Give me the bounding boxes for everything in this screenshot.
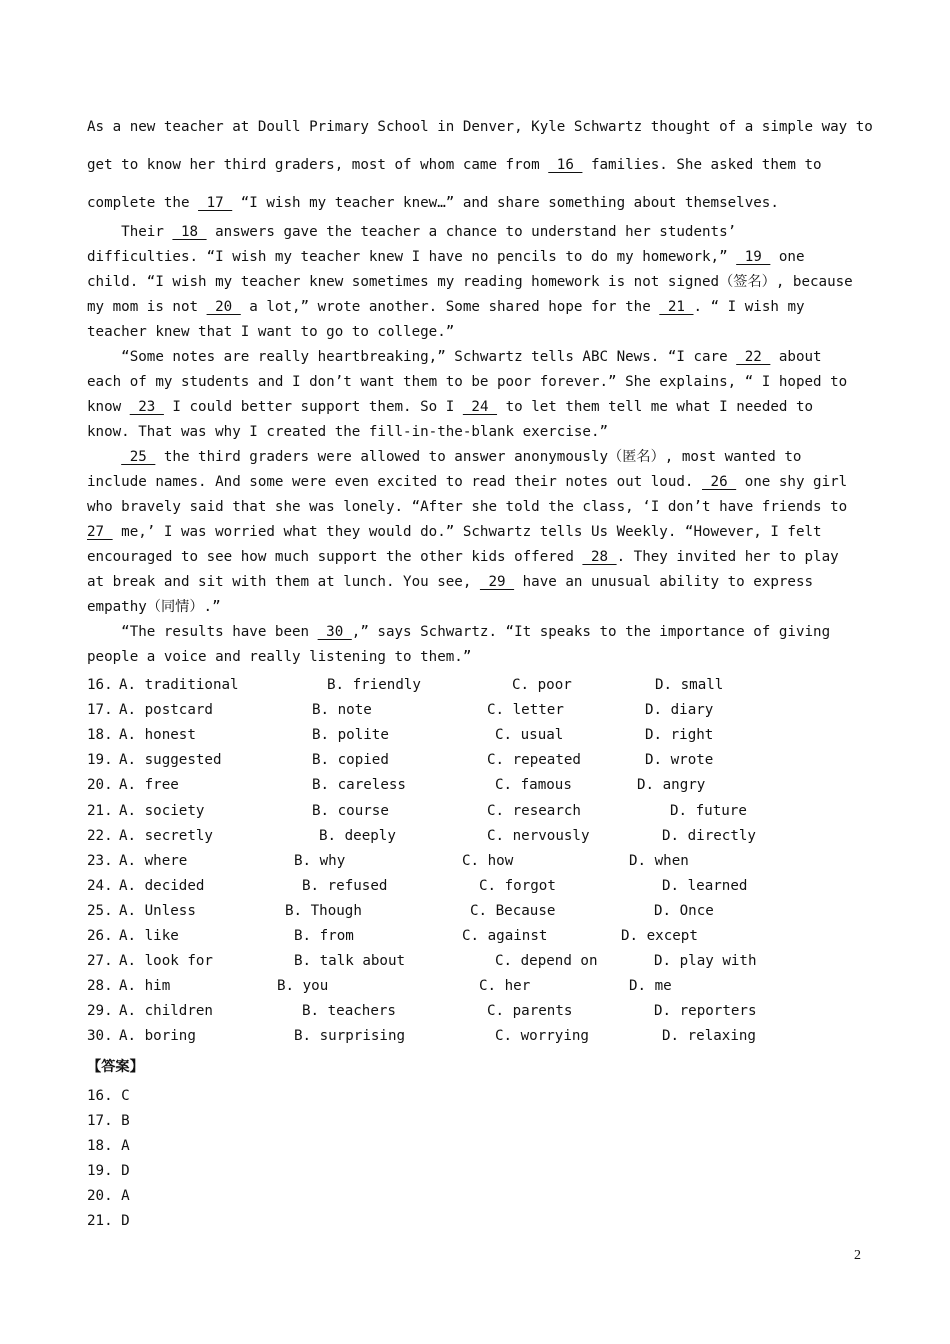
passage-text: “I wish my teacher knew…” and share something about themselves. (232, 195, 779, 211)
passage-line (87, 397, 813, 417)
option-a: A. postcard (119, 702, 213, 719)
question-row (87, 700, 862, 720)
passage-text: encouraged to see how much support the other kids offered (87, 549, 583, 565)
option-a: A. secretly (119, 827, 213, 844)
passage-text: families. She asked them to (582, 157, 822, 173)
option-d: D. right (645, 727, 714, 744)
option-d: D. me (629, 978, 672, 995)
passage-text: . They invited her to play (616, 549, 839, 565)
answer-heading: 【答案】 (87, 1059, 144, 1075)
option-d: D. diary (645, 702, 714, 719)
passage-text: difficulties. “I wish my teacher knew I have no pencils to do my homework,” (87, 249, 737, 265)
option-a: A. like (119, 928, 179, 944)
option-a: A. children (119, 1003, 213, 1020)
option-c: C. repeated (487, 752, 581, 769)
passage-line (87, 522, 822, 542)
passage-line (87, 572, 813, 592)
passage-text (87, 449, 121, 465)
question-row (87, 851, 862, 871)
option-b: B. talk about (294, 953, 406, 970)
answer-blank: 16 (548, 157, 583, 173)
answer-item: 19. D (87, 1163, 130, 1179)
answer-blank: 20 (206, 299, 241, 315)
option-d: D. reporters (654, 1003, 757, 1020)
question-row (87, 926, 862, 946)
option-d: D. learned (662, 877, 748, 894)
question-number: 23. (87, 852, 113, 869)
option-d: D. when (629, 852, 689, 869)
option-c: C. worrying (495, 1028, 589, 1045)
answer-blank: 24 (462, 399, 498, 415)
passage-line (87, 155, 822, 175)
option-a: A. him (119, 978, 171, 995)
passage-line (87, 297, 805, 317)
question-row (87, 976, 862, 996)
answer-item: 20. A (87, 1188, 130, 1204)
passage-line (87, 547, 839, 567)
option-c: C. Because (470, 902, 556, 919)
passage-line (87, 622, 830, 642)
question-row (87, 876, 862, 896)
passage-text: ,” says Schwartz. “It speaks to the importance of giving (351, 624, 831, 640)
answer-item: 16. C (87, 1088, 130, 1104)
question-number: 25. (87, 902, 113, 919)
option-b: B. copied (312, 752, 389, 769)
option-c: C. forgot (479, 877, 556, 894)
option-b: B. surprising (294, 1028, 406, 1045)
option-b: B. friendly (327, 677, 421, 693)
passage-line (87, 472, 847, 492)
passage-line (87, 347, 822, 367)
option-b: B. why (294, 852, 346, 869)
passage-text: about (770, 349, 822, 365)
passage-text: complete the (87, 195, 199, 211)
option-c: C. parents (487, 1003, 573, 1020)
answer-blank: 29 (479, 574, 515, 590)
passage-text: know (87, 399, 130, 415)
option-b: B. you (277, 978, 329, 995)
option-a: A. society (119, 802, 205, 819)
option-b: B. course (312, 802, 389, 819)
option-a: A. Unless (119, 902, 196, 919)
passage-line (87, 117, 873, 137)
question-number: 27. (87, 953, 113, 970)
option-d: D. Once (654, 902, 714, 919)
option-b: B. from (294, 928, 354, 944)
answer-blank: 22 (736, 349, 771, 365)
passage-line (87, 372, 847, 392)
answer-item: 18. A (87, 1138, 130, 1154)
answer-item: 21. D (87, 1213, 130, 1229)
passage-text: at break and sit with them at lunch. You see, (87, 574, 480, 590)
passage-text: Their (87, 224, 173, 240)
passage-line (87, 193, 779, 213)
question-row (87, 1026, 862, 1046)
option-b: B. note (312, 702, 372, 719)
question-row (87, 801, 862, 821)
answer-blank: 27 (87, 524, 113, 540)
passage-text: include names. And some were even excited to read their notes out loud. (87, 474, 702, 490)
passage-line (87, 247, 805, 267)
option-b: B. teachers (302, 1003, 396, 1020)
passage-text: people a voice and really listening to them.” (87, 649, 472, 665)
option-b: B. refused (302, 877, 388, 894)
question-row (87, 901, 862, 921)
option-a: A. traditional (119, 677, 239, 693)
question-number: 24. (87, 877, 113, 894)
question-number: 30. (87, 1028, 113, 1045)
option-c: C. usual (495, 727, 564, 744)
option-a: A. look for (119, 953, 213, 970)
option-c: C. depend on (495, 953, 598, 970)
question-row (87, 775, 862, 795)
passage-line (87, 222, 736, 242)
option-b: B. careless (312, 777, 406, 794)
passage-line (87, 322, 454, 342)
passage-text: empathy（同情）.” (87, 599, 221, 615)
option-c: C. against (462, 928, 548, 944)
option-a: A. boring (119, 1028, 196, 1045)
passage-text: answers gave the teacher a chance to understand her students’ (206, 224, 737, 240)
option-c: C. letter (487, 702, 564, 719)
option-d: D. angry (637, 777, 706, 794)
question-row (87, 951, 862, 971)
option-d: D. except (621, 928, 698, 944)
question-number: 19. (87, 752, 113, 769)
option-d: D. small (655, 677, 724, 693)
question-number: 22. (87, 827, 113, 844)
option-c: C. nervously (487, 827, 590, 844)
option-a: A. decided (119, 877, 205, 894)
question-number: 21. (87, 802, 113, 819)
passage-line (87, 447, 801, 467)
answer-blank: 23 (129, 399, 164, 415)
passage-text: “Some notes are really heartbreaking,” Schwartz tells ABC News. “I care (87, 349, 737, 365)
option-c: C. famous (495, 777, 572, 794)
passage-line (87, 497, 847, 517)
question-number: 17. (87, 702, 113, 719)
option-d: D. relaxing (662, 1028, 756, 1045)
question-number: 26. (87, 928, 113, 944)
question-number: 28. (87, 978, 113, 995)
option-b: B. Though (285, 902, 362, 919)
option-c: C. how (462, 852, 514, 869)
answer-blank: 25 (121, 449, 156, 465)
passage-text: have an unusual ability to express (514, 574, 814, 590)
passage-line (87, 597, 221, 617)
passage-text: my mom is not (87, 299, 207, 315)
option-a: A. honest (119, 727, 196, 744)
question-row (87, 750, 862, 770)
question-number: 29. (87, 1003, 113, 1020)
question-row (87, 675, 862, 695)
option-a: A. free (119, 777, 179, 794)
answer-blank: 17 (198, 195, 233, 211)
passage-text: who bravely said that she was lonely. “After she told the class, ‘I don’t have friends to (87, 499, 848, 515)
option-b: B. polite (312, 727, 389, 744)
passage-text: one shy girl (736, 474, 848, 490)
question-row (87, 725, 862, 745)
answer-blank: 26 (702, 474, 737, 490)
option-c: C. her (479, 978, 531, 995)
answer-blank: 30 (317, 624, 352, 640)
passage-text: As a new teacher at Doull Primary School in Denver, Kyle Schwartz thought of a simple way to (87, 119, 873, 135)
passage-text: know. That was why I created the fill-in-the-blank exercise.” (87, 424, 609, 440)
passage-line (87, 272, 853, 292)
option-c: C. research (487, 802, 581, 819)
passage-text: the third graders were allowed to answer anonymously（匿名）, most wanted to (155, 449, 802, 465)
passage-text: “The results have been (87, 624, 318, 640)
page-number: 2 (854, 1248, 861, 1263)
question-number: 16. (87, 677, 113, 693)
question-number: 20. (87, 777, 113, 794)
passage-text: me,’ I was worried what they would do.” Schwartz tells Us Weekly. “However, I felt (112, 524, 822, 540)
passage-text: each of my students and I don’t want them to be poor forever.” She explains, “ I hoped to (87, 374, 848, 390)
answer-blank: 21 (659, 299, 694, 315)
passage-text: . “ I wish my (693, 299, 805, 315)
answer-blank: 19 (736, 249, 771, 265)
question-row (87, 826, 862, 846)
answer-item: 17. B (87, 1113, 130, 1129)
option-a: A. where (119, 852, 188, 869)
option-d: D. wrote (645, 752, 714, 769)
passage-text: a lot,” wrote another. Some shared hope for the (240, 299, 660, 315)
answer-blank: 18 (172, 224, 207, 240)
passage-line (87, 422, 608, 442)
answer-blank: 28 (582, 549, 617, 565)
option-a: A. suggested (119, 752, 222, 769)
passage-text: to let them tell me what I needed to (497, 399, 814, 415)
passage-text: get to know her third graders, most of whom came from (87, 157, 549, 173)
option-c: C. poor (512, 677, 572, 693)
passage-text: one (770, 249, 805, 265)
passage-text: child. “I wish my teacher knew sometimes my reading homework is not signed（签名）, because (87, 274, 853, 290)
passage-line (87, 647, 471, 667)
option-d: D. future (670, 802, 747, 819)
option-d: D. directly (662, 827, 756, 844)
passage-text: I could better support them. So I (163, 399, 463, 415)
option-b: B. deeply (319, 827, 396, 844)
option-d: D. play with (654, 953, 757, 970)
passage-text: teacher knew that I want to go to college.” (87, 324, 455, 340)
question-row (87, 1001, 862, 1021)
question-number: 18. (87, 727, 113, 744)
